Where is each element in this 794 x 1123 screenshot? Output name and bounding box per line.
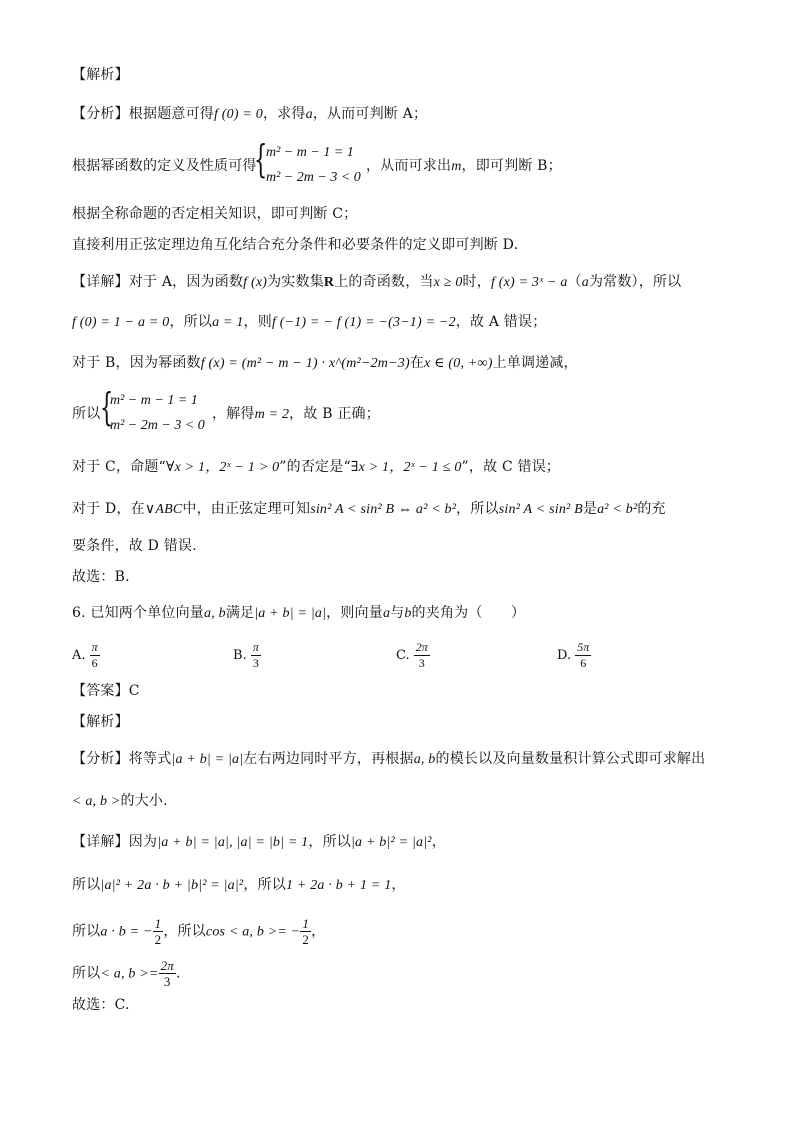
text-segment: ，所以	[163, 923, 206, 940]
math-f0: f (0) = 0	[214, 107, 263, 122]
numerator: 2π	[160, 958, 174, 973]
text-segment: 【分析】将等式	[72, 751, 172, 767]
text-segment: 左右两边同时平方，再根据	[243, 751, 414, 767]
denominator: 6	[91, 656, 98, 670]
option-c	[396, 640, 430, 671]
choice-line-b: 故选：B.	[72, 569, 130, 585]
fraction-2pi-3	[159, 958, 176, 989]
q6-detail-line-1	[72, 833, 446, 852]
math-expand: |a|² + 2a · b + |b|² = |a|²	[100, 878, 244, 893]
text-segment: ，解得	[212, 406, 255, 422]
numerator: 1	[154, 916, 162, 931]
text-segment: ，所以	[243, 877, 286, 893]
option-d	[557, 640, 591, 671]
detail-line-7: 要条件，故 D 错误.	[72, 538, 197, 554]
numerator: π	[91, 640, 98, 654]
math-simplify: 1 + 2a · b + 1 = 1	[285, 878, 392, 893]
option-fraction	[414, 640, 430, 671]
math-power-fn: f (x) = (m² − m − 1) · x^(m²−2m−3)	[200, 356, 410, 371]
text-segment: 根据幂函数的定义及性质可得	[72, 158, 257, 174]
text-segment: 满足	[225, 605, 255, 621]
detail-line-4-tail	[212, 405, 380, 424]
text-segment: 所以	[72, 965, 101, 982]
math-a: a	[581, 275, 589, 290]
text-segment: 中，由正弦定理可知	[182, 501, 311, 517]
text-segment: 在	[409, 355, 425, 371]
text-segment: ，所以	[456, 501, 499, 517]
text-segment: 的充	[637, 501, 666, 517]
text-segment: 6. 已知两个单位向量	[72, 605, 205, 621]
math-a-eq-1: a = 1	[212, 315, 244, 330]
math-sine-ineq: sin² A < sin² B	[498, 502, 583, 517]
detail-line-5	[72, 458, 560, 477]
system-eq-2: m² − 2m − 3 < 0	[266, 170, 361, 185]
q6-detail-line-3	[72, 916, 325, 947]
text-segment: 对于 B，因为幂函数	[72, 355, 201, 371]
math-f0-eq: f (0) = 1 − a = 0	[72, 315, 170, 330]
detail-line-3	[72, 354, 578, 373]
math-norm-eq: |a + b| = |a|	[254, 606, 327, 621]
math-angle: < a, b >	[72, 794, 121, 809]
option-label: D.	[557, 648, 572, 663]
text-segment: ，所以	[169, 314, 213, 330]
option-fraction	[90, 640, 100, 671]
left-brace: {	[100, 385, 114, 429]
text-segment: 对于 C，命题“	[72, 459, 166, 475]
text-segment: ，即可判断 B；	[461, 158, 562, 174]
numerator: 5π	[577, 640, 590, 654]
text-segment: ，故 B 正确；	[289, 406, 380, 422]
detail-line-1	[72, 273, 681, 292]
math-dot: a · b = −	[100, 924, 153, 940]
text-segment: 【详解】因为	[72, 834, 158, 850]
system-eq-1: m² − m − 1 = 1	[110, 393, 198, 408]
option-a	[72, 640, 100, 671]
option-fraction	[575, 640, 591, 671]
math-m: m	[451, 159, 462, 174]
math-fx-def: f (x) = 3ˣ − a	[490, 275, 568, 290]
question-6	[72, 604, 525, 623]
math-norm-eq: |a + b| = |a|	[171, 752, 244, 767]
numerator: 2π	[415, 640, 428, 654]
text-segment: ，则向量	[326, 605, 383, 621]
text-segment: 为常数），所以	[588, 274, 682, 290]
system-eq-1: m² − m − 1 = 1	[266, 145, 354, 160]
text-segment: 上的奇函数，当	[334, 274, 434, 290]
math-forall: ∀x > 1，2ˣ − 1 > 0	[165, 460, 280, 475]
math-a: a	[305, 107, 313, 122]
text-segment: ”，故 C 错误；	[461, 459, 561, 475]
text-segment: （	[567, 274, 582, 290]
math-a: a	[382, 606, 391, 621]
text-segment: 【分析】根据题意可得	[72, 106, 214, 122]
math-side-ineq: a² < b²	[597, 502, 638, 517]
text-segment: 的夹角为（ ）	[411, 605, 526, 621]
math-exists: ∃x > 1，2ˣ − 1 ≤ 0	[350, 460, 462, 475]
text-segment: ，	[431, 834, 446, 850]
denominator: 6	[580, 656, 587, 670]
analysis-line-3: 根据全称命题的否定相关知识，即可判断 C；	[72, 206, 358, 222]
detail-line-2	[72, 313, 546, 332]
choice-line-c: 故选：C.	[72, 997, 130, 1013]
answer-line: 【答案】C	[72, 683, 140, 699]
left-brace: {	[254, 137, 268, 181]
math-vectors: a, b	[204, 606, 226, 621]
math-f-minus-1: f (−1) = − f (1) = −(3−1) = −2	[271, 315, 456, 330]
text-segment: ，所以	[308, 834, 351, 850]
text-segment: 所以	[72, 923, 101, 940]
text-segment: 是	[582, 501, 598, 517]
denominator: 2	[154, 932, 162, 947]
text-segment: 上单调递减，	[492, 355, 578, 371]
text-segment: ，故 A 错误；	[455, 314, 547, 330]
q6-analysis-line-1	[72, 750, 705, 769]
denominator: 3	[163, 974, 171, 989]
q6-analysis-line-2	[72, 792, 168, 811]
text-segment: 对于 D，在	[72, 501, 145, 517]
denominator: 3	[252, 656, 259, 670]
math-angle-eq: < a, b >=	[100, 966, 159, 982]
text-segment: ，从而可判断 A；	[312, 106, 428, 122]
option-b	[233, 640, 261, 671]
math-vectors: a, b	[413, 752, 436, 767]
text-segment: ，则	[243, 314, 272, 330]
detail-line-6	[72, 500, 666, 519]
text-segment: 为实数集	[267, 274, 324, 290]
text-segment: ，	[391, 877, 406, 893]
text-segment: 的模长以及向量数量积计算公式即可求解出	[435, 751, 706, 767]
math-b: b	[404, 606, 412, 621]
fraction-half	[300, 916, 311, 947]
math-norms: |a + b| = |a|, |a| = |b| = 1	[157, 835, 309, 850]
option-label: B.	[233, 648, 247, 663]
math-cos: cos < a, b >= −	[205, 924, 301, 940]
math-R: R	[323, 275, 335, 290]
text-segment: .	[175, 965, 181, 982]
text-segment: 所以	[72, 877, 101, 893]
text-segment: 时，	[462, 274, 491, 290]
analysis-line-2	[72, 157, 257, 175]
text-segment: ，求得	[262, 106, 306, 122]
math-m-eq-2: m = 2	[254, 407, 290, 422]
analysis-line-1	[72, 105, 427, 124]
text-segment: ”的否定是“	[279, 459, 351, 475]
text-segment: 所以	[72, 406, 101, 422]
q6-detail-line-4	[72, 958, 181, 989]
text-segment: 与	[390, 605, 405, 621]
analysis-line-4: 直接利用正弦定理边角互化结合充分条件和必要条件的定义即可判断 D.	[72, 237, 519, 253]
fraction-half	[153, 916, 164, 947]
numerator: 1	[302, 916, 310, 931]
math-triangle: ∨ABC	[144, 502, 183, 517]
math-fx: f (x)	[243, 275, 268, 290]
math-sine-equiv: sin² A < sin² B ⇔ a² < b²	[310, 502, 457, 517]
section-analysis-heading: 【解析】	[72, 714, 129, 730]
section-analysis-heading: 【解析】	[72, 67, 129, 83]
text-segment: 的大小.	[120, 793, 168, 809]
text-segment: 【详解】对于 A，因为函数	[72, 274, 244, 290]
denominator: 3	[418, 656, 425, 670]
numerator: π	[252, 640, 259, 654]
math-x-ge-0: x ≥ 0	[433, 275, 463, 290]
option-label: C.	[396, 648, 410, 663]
q6-detail-line-2	[72, 876, 406, 895]
detail-line-4	[72, 405, 100, 423]
option-label: A.	[72, 648, 86, 663]
text-segment: ，从而可求出	[366, 158, 452, 174]
denominator: 2	[302, 932, 310, 947]
analysis-line-2-tail	[366, 157, 562, 176]
math-interval: x ∈ (0, +∞)	[424, 356, 493, 371]
option-fraction	[251, 640, 261, 671]
system-eq-2: m² − 2m − 3 < 0	[110, 418, 205, 433]
math-squared: |a + b|² = |a|²	[351, 835, 432, 850]
text-segment: ，	[311, 923, 326, 940]
